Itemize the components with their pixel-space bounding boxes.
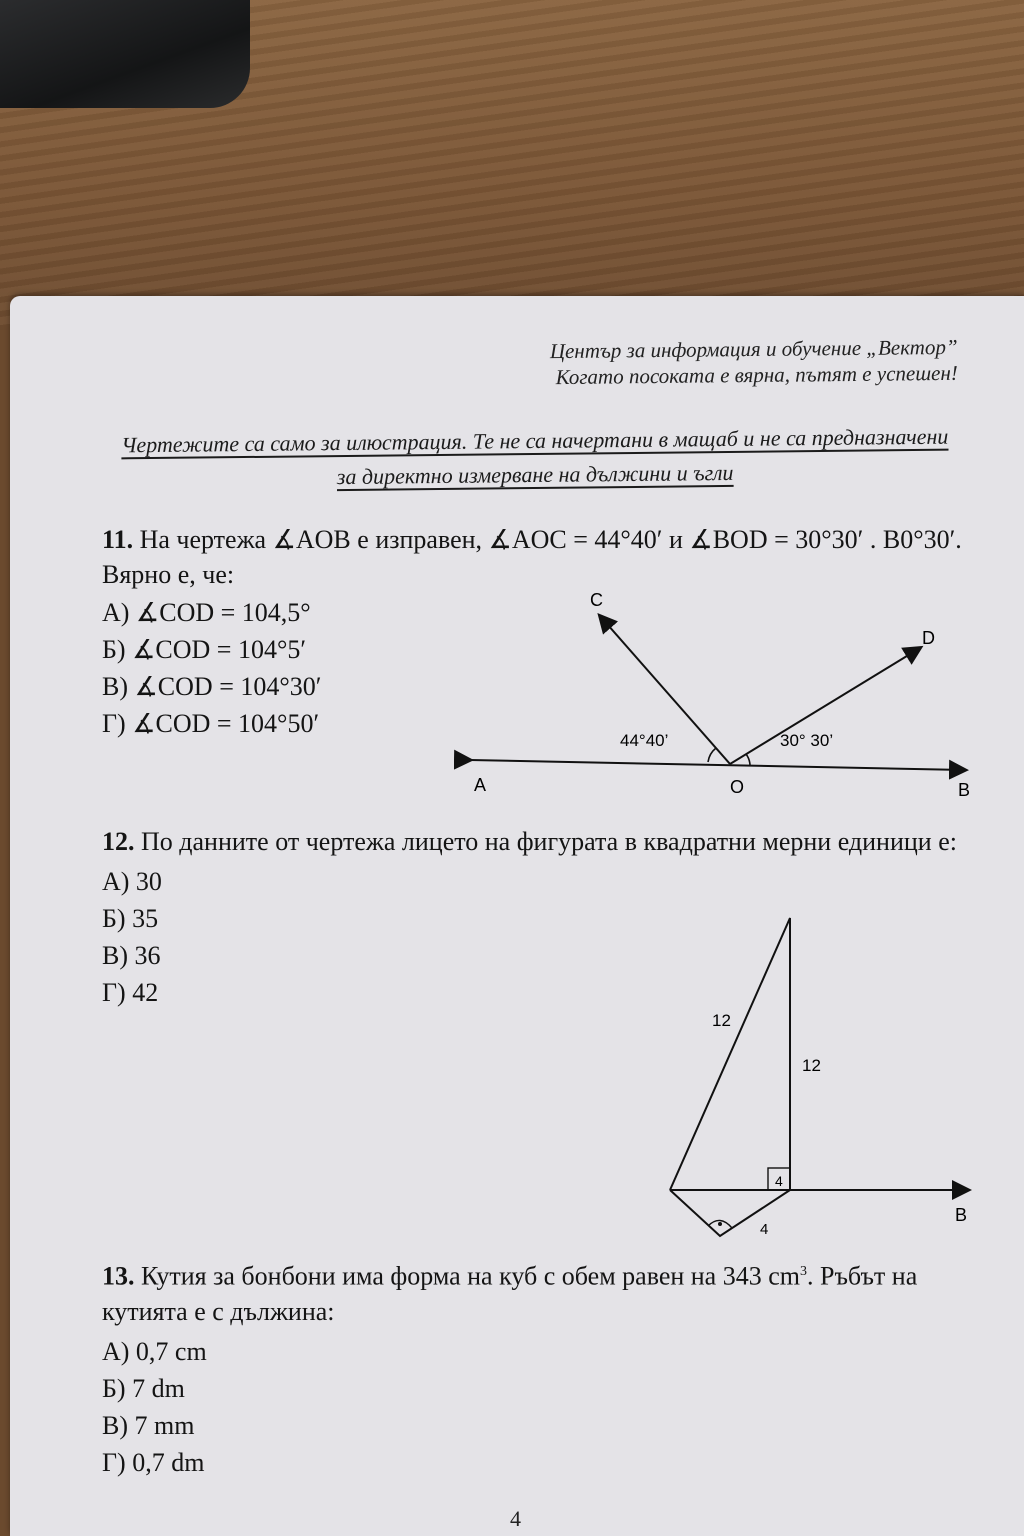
question-13-options <box>102 1333 1002 1481</box>
label-a: A <box>474 775 487 795</box>
q13-option-c[interactable]: В) 7 mm <box>102 1410 195 1440</box>
label-b-12: B <box>955 1205 968 1225</box>
angle-diagram <box>450 586 990 806</box>
arc-aoc <box>708 748 716 762</box>
label-c: C <box>590 590 603 610</box>
angle-bod-label: 30° 30’ <box>780 731 834 750</box>
disclaimer-note: Чертежите са само за илюстрация. Те не са начертани в мащаб и не са предназначени за директно измерване на дължини и ъгли <box>121 423 949 490</box>
question-13-superscript: 3 <box>800 1264 807 1279</box>
arc-bod <box>746 754 750 765</box>
label-small-right: 4 <box>775 1173 783 1189</box>
q11-option-c[interactable]: В) ∡COD = 104°30′ <box>102 672 322 701</box>
big-triangle <box>670 918 790 1190</box>
triangle-diagram <box>650 896 980 1246</box>
label-o: O <box>730 777 745 797</box>
question-12-stem <box>102 824 962 859</box>
question-12-number: 12. <box>102 827 135 856</box>
question-11-stem <box>102 522 962 592</box>
q11-option-b[interactable]: Б) ∡COD = 104°5′ <box>102 635 307 664</box>
book-page <box>10 296 1024 1536</box>
publisher-motto: Когато посоката е вярна, пътят е успешен! <box>555 360 959 390</box>
publisher-name: Център за информация и обучение „Вектор” <box>550 334 958 364</box>
publisher-header <box>550 334 958 390</box>
question-11-text: На чертежа ∡AOB е изправен, ∡AOC = 44°40′ и ∡BOD = 30°30′ . B0°30′. Вярно е, че: <box>102 525 962 589</box>
q13-option-a[interactable]: А) 0,7 cm <box>102 1336 207 1366</box>
angle-aoc-label: 44°40’ <box>620 731 669 750</box>
label-hypotenuse: 12 <box>712 1011 731 1030</box>
page-number: 4 <box>510 1506 521 1531</box>
label-b: B <box>958 780 971 800</box>
q11-option-a[interactable]: А) ∡COD = 104,5° <box>102 598 311 627</box>
q12-option-c[interactable]: В) 36 <box>102 941 161 970</box>
label-vertical: 12 <box>802 1056 821 1075</box>
q12-option-a[interactable]: А) 30 <box>102 867 162 896</box>
question-13 <box>102 1254 1002 1481</box>
black-plastic-bag <box>0 0 250 108</box>
small-triangle <box>670 1190 790 1236</box>
question-13-text-after: . Ръбът на кутията е с дължина: <box>102 1261 918 1326</box>
line-ab <box>470 760 965 770</box>
q12-option-b[interactable]: Б) 35 <box>102 904 159 933</box>
label-d: D <box>922 628 935 648</box>
question-13-text-before: Кутия за бонбони има форма на куб с обем равен на 343 cm <box>141 1261 800 1291</box>
label-bottom: 4 <box>760 1221 769 1238</box>
q12-option-d[interactable]: Г) 42 <box>102 978 159 1007</box>
question-13-stem <box>102 1254 1002 1329</box>
question-12-text: По данните от чертежа лицето на фигурата в квадратни мерни единици е: <box>141 827 957 856</box>
question-13-number: 13. <box>102 1261 135 1291</box>
q11-option-d[interactable]: Г) ∡COD = 104°50′ <box>102 709 320 738</box>
question-11-number: 11. <box>102 525 134 554</box>
q13-option-d[interactable]: Г) 0,7 dm <box>102 1447 205 1477</box>
q13-option-b[interactable]: Б) 7 dm <box>102 1373 185 1403</box>
right-angle-dot <box>718 1222 722 1226</box>
